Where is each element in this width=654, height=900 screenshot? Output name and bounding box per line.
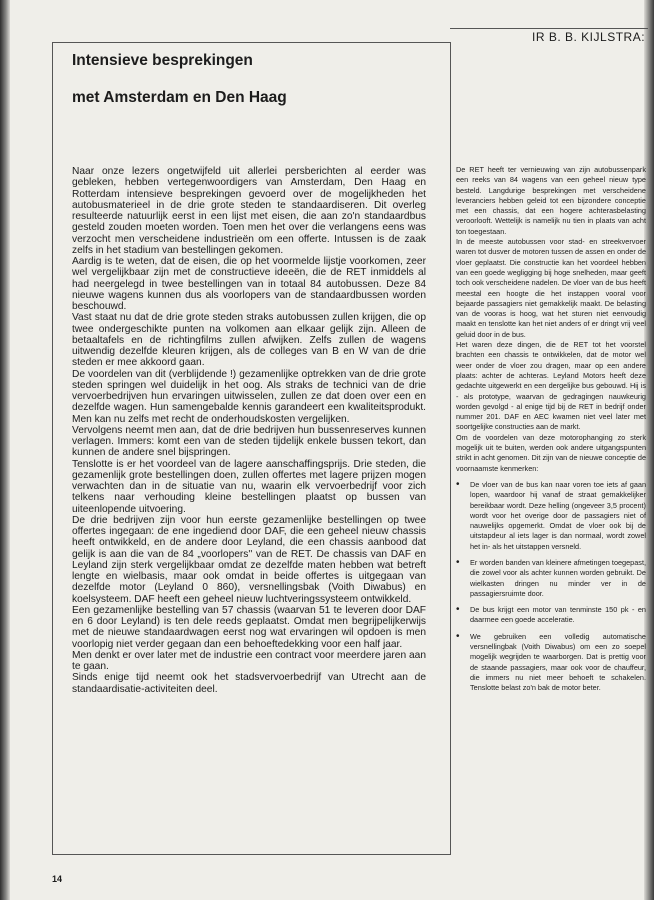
article-title-line-2: met Amsterdam en Den Haag [72, 89, 287, 106]
main-paragraph: De drie bedrijven zijn voor hun eerste gezamenlijke bestellingen op twee offertes ingegaan: de ene ingediend door DAF, die een geheel nieuw chassis heeft ontwikkeld, en de andere door Leyland, die een chassis aanbood dat gelijk is aan die van de 84 „voorlopers'' van de RET. De chassis van DAF en Leyland zijn sterk vergelijkbaar omdat ze dezelfde maten hebben wat betreft lengte en wielbasis, maar ook omdat in beide offertes is uitgegaan van dezelfde motor (Leyland 0 860), versnellingsbak (Voith Diwabus) en koelsysteem. DAF heeft een geheel nieuw luchtveringssysteem ontwikkeld. [72, 514, 426, 605]
page-number: 14 [52, 874, 63, 884]
bullet-dot-icon: • [456, 630, 460, 642]
main-paragraph: De voordelen van dit (verblijdende !) gezamenlijke optrekken van de drie grote steden springen wel duidelijk in het oog. Als straks de technici van de drie vervoerbedrijven hun ervaringen uitwisselen, zullen ze dat doen over een en dezelfde wagen. Hun samengebalde kennis garandeert een kwaliteitsprodukt. Men kan nu zelfs met recht de onderhoudskosten vergelijken. [72, 368, 426, 425]
bullet-dot-icon: • [456, 604, 460, 616]
main-paragraph: Vast staat nu dat de drie grote steden straks autobussen zullen krijgen, die op twee ondergeschikte punten na volkomen aan elkaar gelijk zijn. Alleen de betaaltafels en de richtingfilms zullen afwijken. Zelfs zullen de wagens uitwendig dezelfde kleuren krijgen, als de colleges van B en W van de drie steden er mee akkoord gaan. [72, 312, 426, 369]
main-paragraph: Naar onze lezers ongetwijfeld uit allerlei persberichten al eerder was gebleken, hebben vertegenwoordigers van Amsterdam, Den Haag en Rotterdam intensieve besprekingen gevoerd over de mogelijkheden het autobusmaterieel in de drie grote steden te standaardiseren. Dit overleg resulteerde natuurlijk eerst in een lijst met eisen, die aan zo'n standaardbus gesteld zouden moeten worden. Toen men het over die verlangens eens was verzocht men verscheidene industrieën om een offerte. Intussen is de zaak zelfs in het stadium van bestellingen gekomen. [72, 166, 426, 256]
bullet-dot-icon: • [456, 556, 460, 568]
side-bullet-item [456, 558, 646, 599]
side-column [456, 165, 646, 694]
author-rule [450, 28, 648, 29]
side-paragraph: De RET heeft ter vernieuwing van zijn autobussenpark een reeks van 84 wagens van een geheel nieuw type besteld. Langdurige besprekingen met verscheidene leveranciers hebben geleid tot een bijzondere conceptie met een chassis, dat een hogere achterasbelasting veroorlooft. Wettelijk is namelijk nu tien in plaats van acht ton toegestaan. [456, 165, 646, 236]
main-paragraph: Tenslotte is er het voordeel van de lagere aanschaffingsprijs. Drie steden, die gezamenlijk grote bestellingen doen, zullen offertes met lagere prijzen mogen verwachten dan in de situatie van nu, waarin elk vervoerbedrijf voor zich telkens naar verhouding kleine bestellingen plaatst op bussen van uiteenlopende uitvoering. [72, 458, 426, 515]
side-bullet-item [456, 605, 646, 626]
side-bullet-text: We gebruiken een volledig automatische versnellingbak (Voith Diwabus) om een zo soepel mogelijk wegrijden te waarborgen. Dat is prettig voor de staande passagiers, maar ook voor de chauffeur, die immers nu niet meer behoeft te schakelen. Tenslotte belast zo'n bak de motor beter. [470, 631, 646, 693]
side-bullet-text: De bus krijgt een motor van tenminste 150 pk - en daarmee een goede acceleratie. [470, 605, 646, 625]
scan-edge-left [0, 0, 10, 900]
main-paragraph: Men denkt er over later met de industrie een contract voor meerdere jaren aan te gaan. [72, 649, 426, 672]
frame-right-rule [450, 42, 451, 855]
frame-top-rule [52, 42, 450, 43]
main-paragraph: Aardig is te weten, dat de eisen, die op het voormelde lijstje voorkomen, zeer wel vergelijkbaar zijn met de constructieve ideeën, die de RET inmiddels al had neergelegd in twee bestellingen van in totaal 84 autobussen. Deze 84 nieuwe wagens kunnen dus als voorlopers van de standaardbussen worden beschouwd. [72, 256, 426, 312]
frame-bottom-rule [52, 854, 450, 855]
side-bullet-text: De vloer van de bus kan naar voren toe iets af gaan lopen, waardoor hij vanaf de straat gemakkelijker bereikbaar wordt. Deze helling (ongeveer 3,5 procent) wordt voor het overige door de passagiers niet of nauwelijks opgemerkt. Omdat de vloer ook bij de uitstapdeur al iets lager is dan normaal, wordt zowel het in- als het uitstappen versneld. [470, 479, 646, 551]
side-bullet-text: Er worden banden van kleinere afmetingen toegepast, die zowel voor als achter kunnen worden gebruikt. De wielkasten dringen nu minder ver in de passagiersruimte door. [470, 557, 646, 598]
side-paragraph: Om de voordelen van deze motorophanging zo sterk mogelijk uit te buiten, werden ook andere uitgangspunten strikt in acht genomen. Dit zijn van de nieuwe conceptie de voornaamste kenmerken: [456, 432, 646, 473]
frame-left-rule [52, 42, 53, 854]
main-column [72, 166, 426, 695]
article-title-line-1: Intensieve besprekingen [72, 52, 253, 69]
main-paragraph: Een gezamenlijke bestelling van 57 chassis (waarvan 51 te leveren door DAF en 6 door Leyland) is ten dele reeds geplaatst. Omdat men begrijpelijkerwijs met de nieuwe standaardwagen eerst nog wat ervaringen wil opdoen is men voorlopig niet verder gegaan dan een behoeftedekking voor een half jaar. [72, 604, 426, 650]
main-paragraph: Vervolgens neemt men aan, dat de drie bedrijven hun bussenreserves kunnen verlagen. Immers: komt een van de steden tijdelijk enkele bussen tekort, dan kunnen de andere snel bijspringen. [72, 424, 426, 459]
side-paragraph: In de meeste autobussen voor stad- en streekvervoer waren tot dusver de motoren tussen de assen en onder de vloer geplaatst. Die constructie kan het voordeel hebben van een goede wegligging bij hoge snelheden, maar geeft toch ook verscheidene nadelen. De vloer van de bus heeft meestal een hoogte die het instappen vooral voor bejaarde passagiers niet gemakkelijk maakt. De belasting van de vooras is hoog, wat het sturen niet eenvoudig maakt en tenslotte kan het niet anders of er dringt vrij veel geluid door in de bus. [456, 237, 646, 339]
side-bullet-item [456, 480, 646, 552]
main-paragraph: Sinds enige tijd neemt ook het stadsvervoerbedrijf van Utrecht aan de standaardisatie-activiteiten deel. [72, 672, 426, 695]
author-name: IR B. B. KIJLSTRA: [532, 30, 646, 44]
side-bullet-item [456, 632, 646, 694]
side-paragraph: Het waren deze dingen, die de RET tot het voorstel brachten een chassis te ontwikkelen, dat de motor wel weer onder de vloer zou dragen, maar op een andere plaats: achter de achteras. Leyland Motors heeft deze gedachte uitgewerkt en een dergelijke bus gebouwd. Hij is - als prototype, waarvan de gedragingen nauwkeurig worden gevolgd - al enige tijd bij de RET in bedrijf onder nummer 201. DAF en AEC kwamen niet veel later met soortgelijke constructies aan de markt. [456, 340, 646, 432]
bullet-dot-icon: • [456, 478, 460, 490]
